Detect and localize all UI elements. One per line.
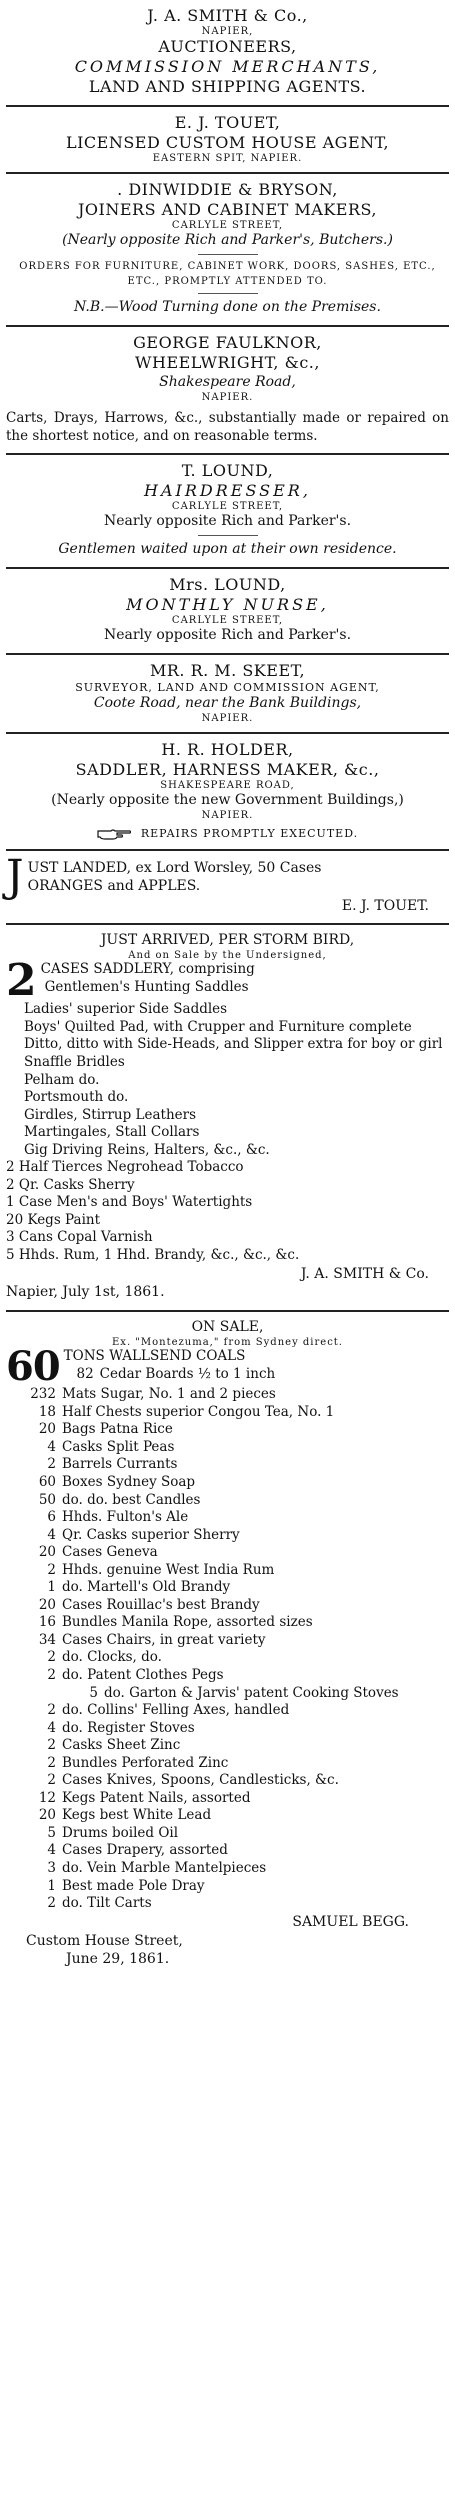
skeet-line1: SURVEYOR, LAND AND COMMISSION AGENT, (75, 680, 380, 694)
touet-addr: EASTERN SPIT, NAPIER. (152, 153, 303, 164)
stormbird-extra: 3 Cans Copal Varnish (6, 1229, 153, 1246)
tlound-note: Gentlemen waited upon at their own residence. (58, 541, 397, 557)
onsale-date: June 29, 1861. (66, 1951, 170, 1968)
stormbird-item: Boys' Quilted Pad, with Crupper and Furniture complete (24, 1018, 412, 1035)
justlanded-line2: ORANGES and APPLES. (27, 878, 201, 895)
ad-mrslound (6, 569, 449, 653)
onsale-item: 82 Cedar Boards ½ to 1 inch (76, 1365, 276, 1382)
stormbird-extra: 2 Qr. Casks Sherry (6, 1176, 135, 1193)
onsale-item: 4 do. Register Stoves (47, 1719, 195, 1736)
ad-faulknor (6, 327, 449, 453)
onsale-item: 50 do. do. best Candles (38, 1491, 201, 1508)
stormbird-first-line: CASES SADDLERY, comprising (40, 961, 255, 978)
ad-skeet (6, 655, 449, 732)
onsale-item: 232 Mats Sugar, No. 1 and 2 pieces (30, 1386, 276, 1403)
ad-smith (6, 0, 449, 105)
holder-repairs-line (6, 827, 449, 841)
onsale-item: 2 Casks Sheet Zinc (47, 1737, 181, 1754)
onsale-item: 2 do. Patent Clothes Pegs (47, 1666, 224, 1683)
onsale-item: 60 Boxes Sydney Soap (38, 1473, 196, 1490)
onsale-first-line: TONS WALLSEND COALS (63, 1348, 246, 1365)
tlound-line1: HAIRDRESSER, (144, 481, 311, 501)
onsale-sig: SAMUEL BEGG. (292, 1913, 409, 1930)
stormbird-date: Napier, July 1st, 1861. (6, 1284, 165, 1301)
faulknor-addr: Shakespeare Road, (159, 373, 296, 390)
holder-near: (Nearly opposite the new Government Buildings,) (51, 791, 404, 808)
stormbird-extra: 1 Case Men's and Boys' Watertights (6, 1194, 253, 1211)
justlanded-row (6, 850, 449, 902)
smith-line1: AUCTIONEERS, (158, 37, 297, 56)
skeet-addr: Coote Road, near the Bank Buildings, (93, 694, 362, 711)
short-rule (198, 535, 258, 536)
onsale-sub: Ex. "Montezuma," from Sydney direct. (112, 1337, 343, 1349)
tlound-near: Nearly opposite Rich and Parker's. (103, 513, 352, 530)
mrslound-near: Nearly opposite Rich and Parker's. (103, 626, 352, 643)
onsale-item: 2 do. Tilt Carts (47, 1895, 152, 1912)
stormbird-items (6, 1001, 449, 1264)
ad-dinwiddie (6, 174, 449, 325)
skeet-name: MR. R. M. SKEET, (149, 660, 306, 680)
short-rule (198, 254, 258, 255)
onsale-item: 6 Hhds. Fulton's Ale (47, 1509, 189, 1526)
stormbird-sub: And on Sale by the Undersigned, (128, 950, 327, 962)
onsale-item: 5 do. Garton & Jarvis' patent Cooking Stoves (89, 1684, 399, 1701)
tlound-name: T. LOUND, (181, 461, 274, 481)
stormbird-extra: 20 Kegs Paint (6, 1211, 101, 1228)
stormbird-dropcap: 2 (6, 955, 37, 1007)
onsale-item: 20 Cases Rouillac's best Brandy (38, 1596, 260, 1613)
ad-justlanded (6, 851, 449, 924)
onsale-item: 2 Barrels Currants (47, 1456, 178, 1473)
justlanded-text (28, 857, 322, 897)
stormbird-extra: 2 Half Tierces Negrohead Tobacco (6, 1159, 244, 1176)
stormbird-item: Pelham do. (24, 1071, 100, 1088)
stormbird-head: JUST ARRIVED, PER STORM BIRD, (100, 932, 355, 949)
justlanded-sig: E. J. TOUET. (341, 897, 429, 914)
holder-addr: SHAKESPEARE ROAD, (160, 779, 295, 791)
dinwiddie-addr: CARLYLE STREET, (171, 220, 284, 231)
faulknor-line1: WHEELWRIGHT, &c., (135, 352, 320, 372)
dinwiddie-line1: JOINERS AND CABINET MAKERS, (78, 200, 377, 219)
ad-stormbird (6, 925, 449, 1310)
onsale-item: 20 Kegs best White Lead (38, 1807, 212, 1824)
mrslound-line1: MONTHLY NURSE, (126, 594, 329, 614)
onsale-item: 4 Casks Split Peas (47, 1438, 175, 1455)
onsale-item: 2 Bundles Perforated Zinc (47, 1754, 229, 1771)
smith-line2: COMMISSION MERCHANTS, (74, 57, 381, 76)
touet-name: E. J. TOUET, (174, 113, 281, 132)
onsale-item: 34 Cases Chairs, in great variety (38, 1631, 266, 1648)
ad-touet (6, 107, 449, 172)
stormbird-item: Portsmouth do. (24, 1089, 129, 1106)
onsale-item: 1 Best made Pole Dray (47, 1877, 205, 1894)
stormbird-item: Snaffle Bridles (24, 1053, 125, 1070)
pointing-hand-icon (97, 827, 131, 841)
onsale-item: 5 Drums boiled Oil (47, 1824, 179, 1841)
faulknor-town: NAPIER. (201, 391, 254, 403)
faulknor-name: GEORGE FAULKNOR, (133, 332, 322, 352)
holder-line1: SADDLER, HARNESS MAKER, &c., (75, 759, 380, 779)
dinwiddie-name: . DINWIDDIE & BRYSON, (117, 180, 338, 199)
onsale-item: 3 do. Vein Marble Mantelpieces (47, 1859, 267, 1876)
onsale-item: 20 Bags Patna Rice (38, 1421, 173, 1438)
stormbird-extra: 5 Hhds. Rum, 1 Hhd. Brandy, &c., &c., &c. (6, 1247, 300, 1263)
onsale-item: 12 Kegs Patent Nails, assorted (38, 1789, 251, 1806)
onsale-item: 4 Cases Drapery, assorted (47, 1842, 228, 1859)
ad-tlound (6, 455, 449, 567)
faulknor-body: Carts, Drays, Harrows, &c., substantially made or repaired on the shortest notice, and on reasonable terms. (6, 409, 449, 444)
onsale-item: 18 Half Chests superior Congou Tea, No. 1 (38, 1403, 335, 1420)
stormbird-item: Ladies' superior Side Saddles (24, 1001, 228, 1018)
smith-town: NAPIER, (201, 26, 254, 37)
justlanded-line1: UST LANDED, ex Lord Worsley, 50 Cases (27, 859, 322, 876)
mrslound-addr: CARLYLE STREET, (171, 614, 284, 626)
stormbird-item: Gentlemen's Hunting Saddles (44, 978, 249, 995)
smith-name: J. A. SMITH & Co., (147, 6, 308, 25)
stormbird-item: Martingales, Stall Collars (24, 1124, 200, 1141)
onsale-head: ON SALE, (191, 1319, 264, 1336)
holder-repairs: REPAIRS PROMPTLY EXECUTED. (140, 826, 359, 840)
justlanded-dropcap: J (6, 850, 24, 902)
touet-line1: LICENSED CUSTOM HOUSE AGENT, (65, 133, 390, 152)
ad-holder (6, 734, 449, 849)
onsale-addr: Custom House Street, (26, 1932, 183, 1949)
onsale-item: 1 do. Martell's Old Brandy (47, 1579, 231, 1596)
onsale-item: 2 do. Clocks, do. (47, 1649, 162, 1666)
onsale-item: 16 Bundles Manila Rope, assorted sizes (38, 1614, 313, 1631)
stormbird-sig: J. A. SMITH & Co. (300, 1265, 429, 1282)
holder-name: H. R. HOLDER, (161, 739, 294, 759)
onsale-item: 2 Hhds. genuine West India Rum (47, 1561, 275, 1578)
dinwiddie-orders: ORDERS FOR FURNITURE, CABINET WORK, DOORS, SASHES, ETC., ETC., PROMPTLY ATTENDED TO. (19, 260, 436, 287)
onsale-first (64, 1348, 449, 1383)
short-rule (198, 293, 258, 294)
stormbird-item: Ditto, ditto with Side-Heads, and Slipper extra for boy or girl (24, 1036, 443, 1053)
dinwiddie-nb: N.B.—Wood Turning done on the Premises. (74, 298, 381, 315)
holder-town: NAPIER. (201, 809, 254, 821)
stormbird-item: Girdles, Stirrup Leathers (24, 1106, 197, 1123)
onsale-item: 4 Qr. Casks superior Sherry (47, 1526, 240, 1543)
onsale-item: 20 Cases Geneva (38, 1544, 158, 1561)
smith-line3: LAND AND SHIPPING AGENTS. (88, 77, 367, 96)
ad-onsale (6, 1312, 449, 1977)
dinwiddie-note: (Nearly opposite Rich and Parker's, Butchers.) (62, 232, 393, 248)
tlound-addr: CARLYLE STREET, (171, 501, 284, 513)
mrslound-name: Mrs. LOUND, (169, 574, 286, 594)
skeet-town: NAPIER. (201, 712, 254, 724)
onsale-item: 2 do. Collins' Felling Axes, handled (47, 1702, 290, 1719)
onsale-items (6, 1386, 449, 1912)
stormbird-item: Gig Driving Reins, Halters, &c., &c. (24, 1141, 270, 1158)
onsale-dropcap: 60 (6, 1343, 60, 1391)
stormbird-first (41, 961, 449, 996)
onsale-item: 2 Cases Knives, Spoons, Candlesticks, &c. (47, 1772, 339, 1789)
